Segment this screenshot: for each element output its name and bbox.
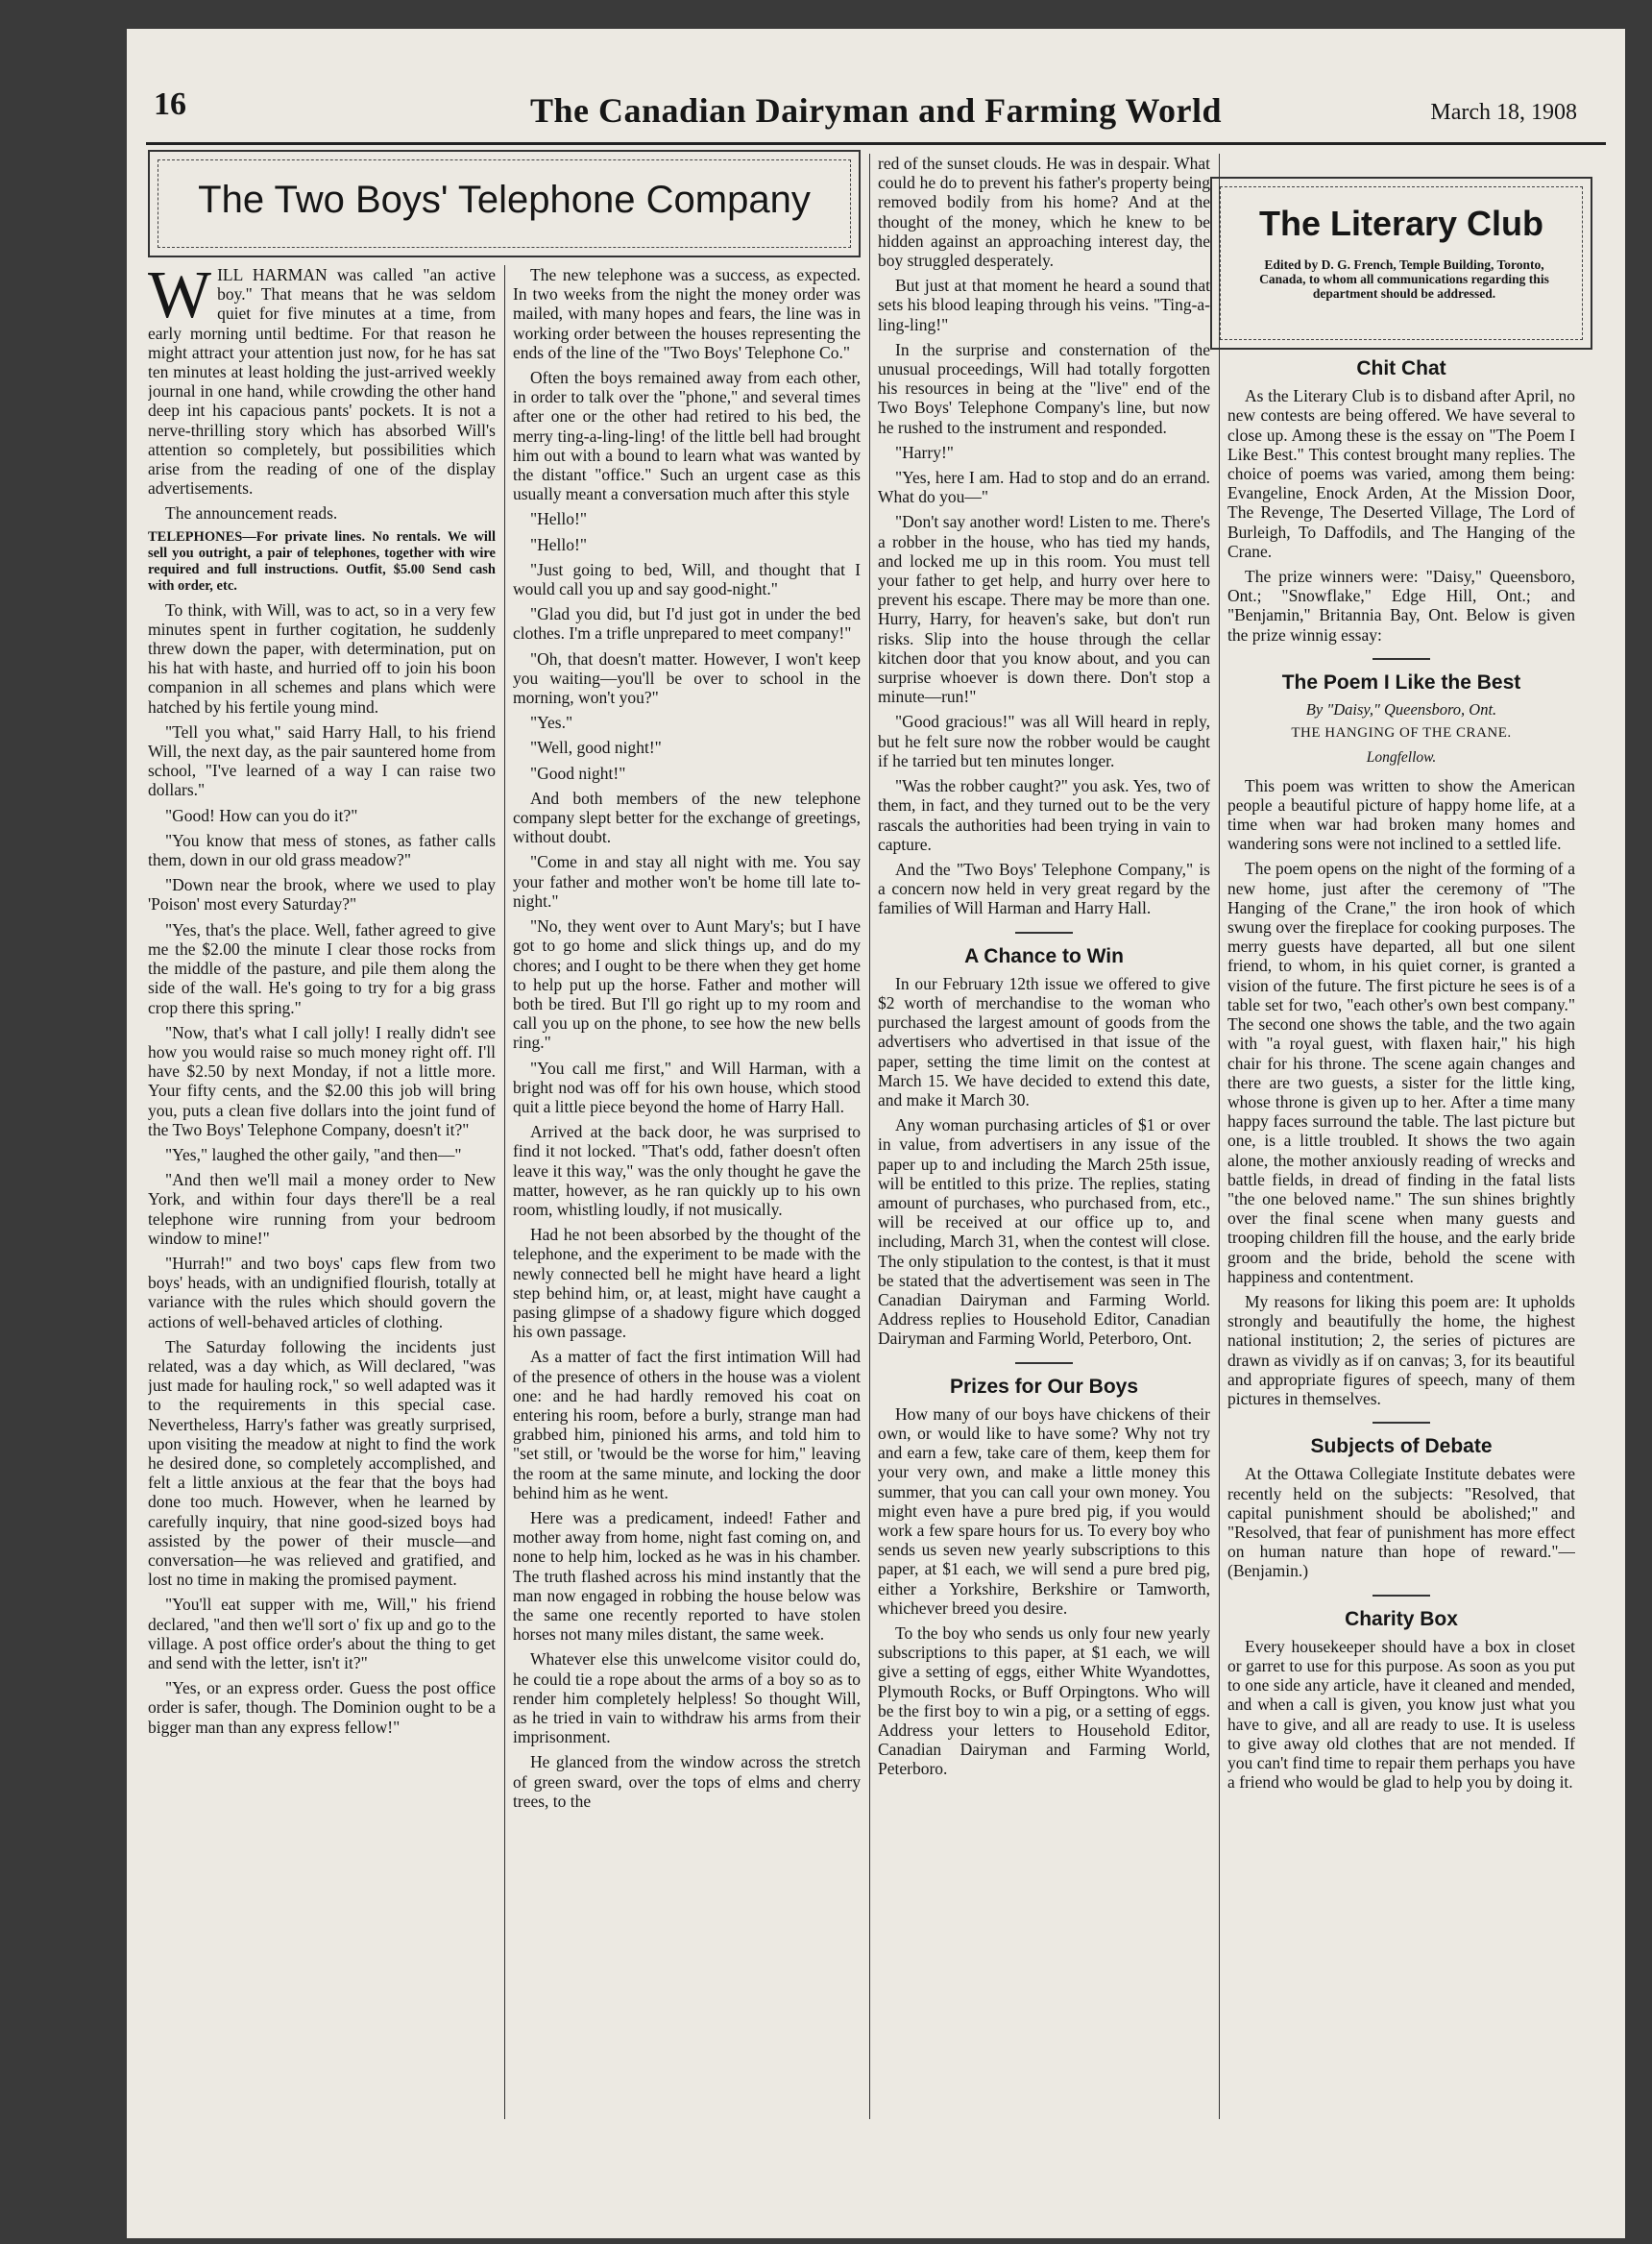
story-paragraph: "Good gracious!" was all Will heard in reply, but he felt sure now the robber would be caught if he tarried but ten minutes longer. [878, 712, 1210, 770]
story-column-1 [148, 265, 496, 2119]
story-paragraph: "Don't say another word! Listen to me. There's a robber in the house, who has tied my hands, and locked me up in this room. You must tell your father to get help, and hurry over here to prevent his escape. There may be more than one. Hurry, Harry, for heaven's sake, but don't run risks. Slip into the house through the cellar kitchen door that you know about, and you can surprise whoever is down there. Don't stop a minute—run!" [878, 512, 1210, 707]
story-paragraph: "Good! How can you do it?" [165, 805, 358, 825]
story-column-2 [513, 265, 861, 2119]
column-divider [504, 265, 505, 2119]
chance-paragraph: Any woman purchasing articles of $1 or over in value, from advertisers in any issue of the paper up to and including the March 25th issue, will be entitled to this prize. The replies, stating amount of purchases, who purchased from, etc., will be received at our office up to, and including, March 31, when the contest will close. The only stipulation to the contest, is that it must be stated that the advertisement was seen in The Canadian Dairyman and Farming World. Address replies to Household Editor, Canadian Dairyman and Farming World, Peterboro, Ont. [878, 1115, 1210, 1349]
prizes-paragraph: To the boy who sends us only four new yearly subscriptions to this paper, at $1 each, we will give a setting of eggs, either White Wyandottes, Plymouth Rocks, or Buff Orpingtons. Who will be the first boy to win a pig, or a setting of eggs. Address your letters to Household Editor, Canadian Dairyman and Farming World, Peterboro. [878, 1623, 1210, 1779]
story-paragraph: "Yes, or an express order. Guess the post office order is safer, though. The Dominion ought to be a bigger man than any express fellow!" [148, 1678, 496, 1737]
story-paragraph: The new telephone was a success, as expected. In two weeks from the night the money order was mailed, with many hopes and fears, the line was in working order between the houses representing the ends of the line of the "Two Boys' Telephone Co." [513, 265, 861, 362]
story-title-box [148, 150, 861, 257]
section-rule [1015, 932, 1073, 934]
poem-subtitle: THE HANGING OF THE CRANE. [1291, 725, 1512, 742]
column-3 [878, 154, 1210, 2119]
section-rule [1373, 1595, 1430, 1597]
page-number: 16 [154, 86, 186, 122]
story-title: The Two Boys' Telephone Company [198, 179, 811, 221]
newspaper-page [127, 29, 1625, 2238]
chit-chat-heading: Chit Chat [1356, 359, 1446, 379]
debate-heading: Subjects of Debate [1310, 1435, 1493, 1458]
page-edge-shadow [1628, 1134, 1652, 1249]
section-rule [1015, 1362, 1073, 1364]
story-paragraph: "Tell you what," said Harry Hall, to his friend Will, the next day, as the pair sauntered home from school, "I've learned of a way I can raise two dollars." [148, 721, 496, 800]
story-paragraph: "And then we'll mail a money order to New York, and within four days there'll be a real telephone wire running from your bedroom window to mine!" [148, 1170, 496, 1248]
essay-paragraph: The poem opens on the night of the forming of a new home, just after the ceremony of "The Hanging of the Crane," the iron hook of which swung over the fireplace for cooking purposes. The merry guests have departed, all but one silent friend, to whom, in his quiet corner, is granted a vision of the future. The first picture he sees is of a table set for two, "each other's own best company." The second one shows the table, and the two again with "a royal guest, with flaxen hair," his high chair for his throne. The scene again changes and there are two guests, a sister for the little king, whose throne is given up to her. After a time many happy faces surround the table. The last picture but one, is a little troubled. It shows the two again alone, the mother anxiously reading of wrecks and battle fields, in dread of finding in the fatal lists "the one beloved name." The sun shines brightly over the final scene when many guests and trooping children fill the house, and the early bride groom and the bride, behold the scene with happiness and contentment. [1227, 859, 1575, 1286]
story-paragraph: He glanced from the window across the stretch of green sward, over the tops of elms and cherry trees, to the [513, 1752, 861, 1811]
essay-paragraph: This poem was written to show the American people a beautiful picture of happy home life, at a time when war had broken many homes and wandering sons were not inclined to a settled life. [1227, 775, 1575, 854]
story-paragraph: ILL HARMAN was called "an active boy." That means that he was seldom quiet for five minutes at a time, from early morning until bedtime. For that reason he might attract your attention just now, for he has sat ten minutes at least holding the just-arrived weekly journal in one hand, while crowding the other hand deep int his capacious pants' pockets. It is not a nerve-thrilling story which has absorbed Will's attention so completely, but possibilities which arise from the reading of one of the display advertisements. [148, 265, 496, 499]
story-paragraph: "Hello!" [530, 534, 587, 554]
column-divider [1219, 154, 1220, 2119]
story-paragraph: To think, with Will, was to act, so in a very few minutes spent in further cogitation, he suddenly threw down the paper, with determination, put on his hat with haste, and hurried off to join his boon companion in all schemes and plans which were hatched by his fertile young mind. [148, 599, 496, 717]
editor-note: Edited by D. G. French, Temple Building, Toronto, Canada, to whom all communications regarding this department should be addressed. [1259, 257, 1549, 301]
story-paragraph: "Come in and stay all night with me. You say your father and mother won't be home till late to-night." [513, 852, 861, 911]
issue-date: March 18, 1908 [1430, 100, 1577, 125]
header-rule [146, 142, 1606, 145]
story-paragraph: Here was a predicament, indeed! Father and mother away from home, night fast coming on, and none to help him, locked as he was in his chamber. The truth flashed across his mind instantly that the man now engaged in robbing the house below was the same one recently reported to have stolen horses not many miles distant, the same week. [513, 1507, 861, 1645]
charity-paragraph: Every housekeeper should have a box in closet or garret to use for this purpose. As soon as you put to one side any article, have it cleaned and mended, and when a call is given, you know just what you have to give, and all are ready to use. It is useless to give away old clothes that are not mended. If you can't find time to repair them perhaps you have a friend who would be glad to help you by doing it. [1227, 1636, 1575, 1793]
prizes-heading: Prizes for Our Boys [949, 1375, 1139, 1398]
story-paragraph: "Yes." [530, 713, 573, 733]
story-paragraph: "You'll eat supper with me, Will," his friend declared, "and then we'll sort o' fix up and go to the village. A post office order's about the thing to get and send with the letter, isn't it?" [148, 1595, 496, 1672]
story-paragraph: "Now, that's what I call jolly! I really didn't see how you would raise so much money right off. I'll have $2.50 by next Monday, if not a little more. Your fifty cents, and the $2.00 this job will bring you, puts a clean five dollars into the joint fund of the Two Boys' Telephone Company, doesn't it?" [148, 1022, 496, 1139]
story-paragraph: "Hello!" [530, 509, 587, 529]
story-paragraph: The announcement reads. [165, 503, 338, 524]
story-paragraph: "You know that mess of stones, as father calls them, down in our old grass meadow?" [148, 830, 496, 870]
poem-author: Longfellow. [1366, 749, 1437, 767]
literary-column [1227, 359, 1575, 2119]
story-paragraph: "You call me first," and Will Harman, with a bright nod was off for his own house, which stood quit a little piece beyond the home of Harry Hall. [513, 1058, 861, 1116]
column-divider [869, 154, 870, 2119]
literary-club-box [1210, 177, 1592, 350]
chit-chat-paragraph: As the Literary Club is to disband after April, no new contests are being offered. We have several to close up. Among these is the essay on "The Poem I Like Best." This contest brought many replies. The choice of poems was varied, among them being: Evangeline, Enock Arden, At the Mission Door, The Revenge, The Deserted Village, The Lord of Burleigh, To Daffodils, and The Hanging of the Crane. [1227, 386, 1575, 561]
story-paragraph: But just at that moment he heard a sound that sets his blood leaping through his veins. "Ting-a-ling-ling!" [878, 276, 1210, 334]
chit-chat-paragraph: The prize winners were: "Daisy," Queensboro, Ont.; "Snowflake," Edge Hill, Ont.; and "Benjamin," Britannia Bay, Ont. Below is given the prize winnig essay: [1227, 567, 1575, 645]
story-paragraph: Arrived at the back door, he was surprised to find it not locked. "That's odd, father doesn't often leave it this way," was the only thought he gave the matter, however, as he ran quickly up to his own room, whistling loudly, if not musically. [513, 1122, 861, 1219]
story-paragraph: "Yes, that's the place. Well, father agreed to give me the $2.00 the minute I clear those rocks from the middle of the pasture, and pile them along the side of the wall. He's going to try for a big grass crop there this spring." [148, 919, 496, 1017]
story-paragraph: "No, they went over to Aunt Mary's; but I have got to go home and slick things up, and do my chores; and I ought to be there when they get home to help put up the horse. Father and mother will both be tired. But I'll go right up to my room and call you up on the phone, to see how the new bells ring." [513, 916, 861, 1053]
story-paragraph: And both members of the new telephone company slept better for the exchange of greetings, without doubt. [513, 788, 861, 847]
debate-paragraph: At the Ottawa Collegiate Institute debates were recently held on the subjects: "Resolved, that capital punishment should be abolished;" and "Resolved, that fear of punishment has more effect on human nature than hope of reward."—(Benjamin.) [1227, 1464, 1575, 1581]
literary-club-title: The Literary Club [1258, 204, 1544, 243]
story-paragraph: As a matter of fact the first intimation Will had of the presence of others in the house was a violent one: and he had hardly removed his coat on entering his room, before a burly, strange man had grabbed him, pinioned his arms, and told him to "set still, or 'twould be the worse for him," leaving the room at the same minute, and locking the door behind him as he went. [513, 1347, 861, 1502]
story-paragraph: The Saturday following the incidents just related, was a day which, as Will declared, "was just made for hauling rock," so well adapted was it to the requirements in this special case. Nevertheless, Harry's father was greatly surprised, upon visiting the meadow at night to find the work he desired done, so completely accomplished, and felt a little anxious at the fear that the boys had done too much. However, when he learned by carefully inquiry, that nine good-sized boys had assisted by the power of their muscle—and conversation—he was relieved and gratified, and lost no time in making the promised payment. [148, 1336, 496, 1590]
story-paragraph: Often the boys remained away from each other, in order to talk over the "phone," and several times after one or the other had retired to his bed, the merry ting-a-ling-ling! of the little bell had brought him out with a bound to learn what was wanted by the distant "office." Such an urgent case as this usually meant a conversation much after this style [513, 368, 861, 504]
essay-paragraph: My reasons for liking this poem are: It upholds strongly and beautifully the home, the highest national institution; 2, the series of pictures are drawn as vividly as if on canvas; 3, for its beautiful and appropriate figures of speech, many of them pictures in themselves. [1227, 1291, 1575, 1408]
poem-byline: By "Daisy," Queensboro, Ont. [1305, 700, 1497, 720]
poem-heading: The Poem I Like the Best [1281, 671, 1521, 694]
story-paragraph: "Yes," laughed the other gaily, "and then—" [165, 1144, 462, 1164]
story-paragraph: In the surprise and consternation of the unusual proceedings, Will had totally forgotten his resources in being at the "live" end of the Two Boys' Telephone Company's line, but now he rushed to the instrument and responded. [878, 339, 1210, 437]
story-paragraph: And the "Two Boys' Telephone Company," is a concern now held in very great regard by the families of Will Harman and Harry Hall. [878, 859, 1210, 918]
story-paragraph: "Well, good night!" [530, 738, 662, 758]
section-rule [1373, 1422, 1430, 1424]
story-paragraph: "Just going to bed, Will, and thought that I would call you up and say good-night." [513, 559, 861, 599]
story-paragraph: "Down near the brook, where we used to play 'Poison' most every Saturday?" [148, 875, 496, 915]
chance-paragraph: In our February 12th issue we offered to give $2 worth of merchandise to the woman who purchased the largest amount of goods from the advertisers who advertised in that issue of the paper, setting the time limit on the contest at March 15. We have decided to extend this date, and make it March 30. [878, 973, 1210, 1110]
story-paragraph: "Was the robber caught?" you ask. Yes, two of them, in fact, and they turned out to be the very rascals the authorities had been trying in vain to capture. [878, 776, 1210, 854]
story-paragraph: Had he not been absorbed by the thought of the telephone, and the experiment to be made with the newly connected bell he might have heard a light step behind him, or, at least, might have caught a pasing glimpse of a shadowy figure which dogged his own passage. [513, 1225, 861, 1342]
paper-title: The Canadian Dairyman and Farming World [530, 91, 1222, 130]
charity-heading: Charity Box [1345, 1607, 1458, 1630]
telephone-advertisement: TELEPHONES—For private lines. No rentals. We will sell you outright, a pair of telephones, together with wire required and full instructions. Outfit, $5.00 Send cash with order, etc. [148, 528, 496, 594]
story-paragraph: "Glad you did, but I'd just got in under the bed clothes. I'm a trifle unprepared to meet company!" [513, 604, 861, 644]
story-paragraph: "Harry!" [895, 442, 954, 462]
page-header [146, 81, 1606, 134]
section-rule [1373, 658, 1430, 660]
story-paragraph: "Good night!" [530, 763, 626, 783]
story-paragraph: "Yes, here I am. Had to stop and do an errand. What do you—" [878, 468, 1210, 507]
chance-to-win-heading: A Chance to Win [964, 944, 1124, 967]
prizes-paragraph: How many of our boys have chickens of their own, or would like to have some? Why not try and earn a few, take care of them, keep them for your very own, and make a little money this summer, that you can call your own money. You might even have a pure bred pig, if you would work a few spare hours for us. To every boy who sends us seven new yearly subscriptions to this paper, at $1 each, we will send a pure bred pig, either a Yorkshire, Berkshire or Tamworth, whichever breed you desire. [878, 1403, 1210, 1618]
story-paragraph: "Hurrah!" and two boys' caps flew from two boys' heads, with an undignified flourish, totally at variance with the rules which should govern the actions of well-behaved articles of clothing. [148, 1253, 496, 1331]
story-paragraph: "Oh, that doesn't matter. However, I won't keep you waiting—you'll be over to school in the morning, won't you?" [513, 648, 861, 708]
drop-cap: W [148, 265, 212, 332]
story-paragraph: red of the sunset clouds. He was in despair. What could he do to prevent his father's property being removed bodily from his home? And at the thought of the money, which he knew to be hidden against an approaching interest day, the boy struggled desperately. [878, 154, 1210, 271]
story-paragraph: Whatever else this unwelcome visitor could do, he could tie a rope about the arms of a boy so as to render him completely helpless! So thought Will, as he tried in vain to withdraw his arms from their imprisonment. [513, 1649, 861, 1747]
